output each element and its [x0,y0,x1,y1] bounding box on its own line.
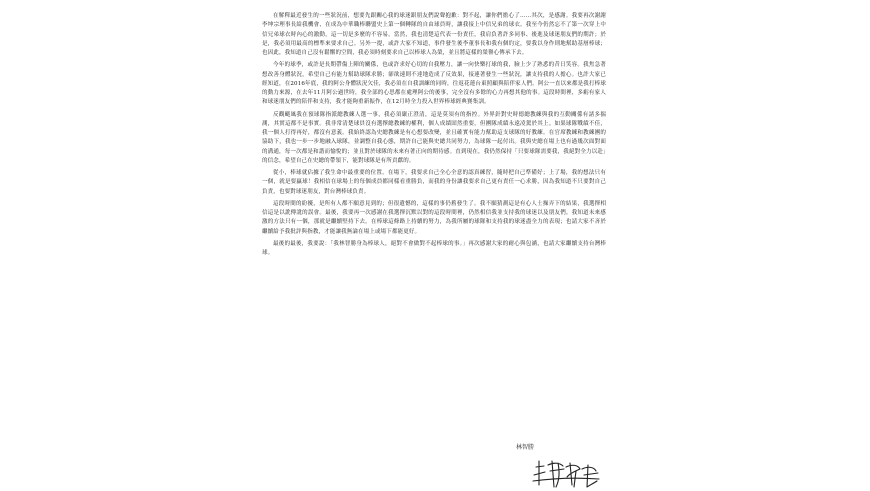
letter-paragraph-2: 今年的球季，或許是長期帶傷上陣的關係，也或許求好心切的自我壓力，讓一向快樂打球的我，臉上少了熟悉的昔日笑容。我焦急著想改善身體狀況，希望自己有能力幫助球隊求勝；卻欲速則不達地造成了反效果，接連著發生一些狀況，讓支持我的人擔心。也許大家已經知道，在2016年底，我的阿公身體狀況欠佳，我必須在自我訓練的同時，往返花蓮台東照顧與陪伴家人們。阿公一直以來都是我打棒球的動力來源，在去年11月阿公過世時，我全部的心思都在處理阿公的後事，完全沒有多餘的心力再想其他的事。這段時間裡，多虧有家人和球迷朋友們的陪伴和支持，我才能夠重新振作，在12月時全力投入世界棒球經典賽集訓。 [262,62,606,106]
letter-paragraph-1: 在解釋最近發生的一些狀況前，想要先跟關心我的球迷跟朋友們說聲抱歉：對不起，讓你們擔心了……其次，是感謝。我要再次謝謝李坤宗理事長給我機會，在成為中華職棒聯盟史上第一個轉隊的自由球員時，讓我接上中信兄弟的球衣。我至今仍然忘不了第一次穿上中信兄弟球衣時內心的激動，這一切是多麼的不容易。當然，我也清楚這代表一份責任，我肩負著許多同事、後進及球迷朋友們的期許；於是，我必須用最高的標準來要求自己。另外一提，或許大家不知道，事件發生後李董事長和我有個約定，要我以身作則地幫助基層棒球；也因此，我知道自己沒有鬆懈的空間，我必須時刻要求自己以棒球人為榮，並且將這樣的榮譽心傳承下去。 [262,13,606,56]
handwritten-signature [530,457,602,491]
letter-paragraph-5: 這段時間的紛擾，是所有人都不願意見到的；但很遺憾的，這樣的事仍舊發生了。我不願猜測這是有心人士操弄下的結果，我選擇相信這是以訛傳訛的誤會。最後，我要再一次感謝在我選擇沉默以對的這段時間裡，仍然相信我並支持我的球迷以及朋友們。我知道未來感激的方法只有一個，那就是繼續堅持下去。在棒球這條路上持續的努力，為我所屬的球隊和支持我的球迷盡全力的表現；也請大家不吝於繼續給予我批評與指教，才能讓我無論在場上或場下都能更好。 [262,200,606,235]
letter-paragraph-3: 反觀颳風我在預球隊指派總教練人選一事，我必須嚴正澄清，這是莫須有的指控。外界針對史時德總教練與我的互動關係有諸多揣測，其實這都不是事實。我非常清楚球員沒有選擇總教練的權利，個人成績固然重要，但團隊成績永遠凌駕於其上。如果球隊戰績不佳，我一個人打得再好，都沒有意義。我始終認為史總教練是有心想要改變，並且確實有能力幫助這支球隊的好教練。在官席教練和教練團的協助下，我也一步一步地融入球隊，並調整自我心態，期許自己能與史總共同努力，為球隊一起付出。我與史總在場上也有過幾次面對面的溝通，每一次都是和諧而愉悅的；並且對於球隊的未來有著正向的期待感。直到現在，我仍然保持「只要球隊需要我，我絕對全力以赴」的信念，希望自己在史總的帶領下，能對球隊是有所貢獻的。 [262,111,606,164]
signature-name: 林智勝 [516,444,535,451]
letter-paragraph-4: 從小，棒球就佔據了我生命中最重要的位置。在場下，我要求自己全心全意的認真練習，隨時把自己準備好；上了場，我的想法只有一個，就是要贏球！我相信在球場上的每個成員都同樣看重勝負，而我的身份讓我要求自己更有責任一心求勝，因為我知道不只要對自己負責，也要對球迷朋友，對台灣棒球負責。 [262,170,606,195]
letter-paragraph-6: 最後的最後，我要說：「我林智勝身為棒球人，絕對不會做對不起棒球的事。」再次感謝大家的耐心與包涵，也請大家繼續支持台灣棒球。 [262,240,606,256]
letter-page [262,12,606,482]
